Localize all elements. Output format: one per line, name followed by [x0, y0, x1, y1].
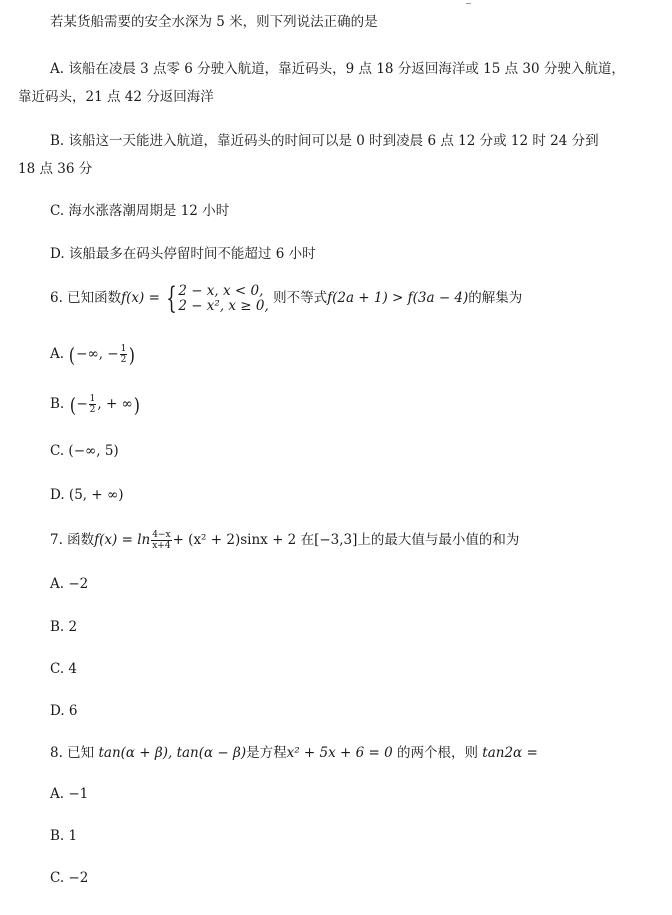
q6-a-num: 1	[120, 344, 127, 354]
q8-suffix: 的两个根，则	[396, 745, 478, 761]
q7-suffix: 上的最大值与最小值的和为	[357, 532, 520, 548]
q6-option-c: C. (−∞, 5)	[50, 443, 119, 459]
q6-b-den: 2	[89, 405, 96, 415]
q6-b-num: 1	[89, 394, 96, 404]
q7-option-c: C. 4	[50, 661, 78, 677]
q6-b-left: −	[76, 396, 88, 412]
q6-prefix: 6. 已知函数	[50, 290, 122, 306]
q7-rest: + (x² + 2)sinx + 2	[172, 532, 297, 548]
q5-option-c: C. 海水涨落潮周期是 12 小时	[50, 203, 230, 219]
q6-a-den: 2	[120, 355, 127, 365]
q5-option-d: D. 该船最多在码头停留时间不能超过 6 小时	[50, 246, 316, 262]
q6-stem	[50, 280, 523, 316]
q7-prefix: 7. 函数	[50, 532, 95, 548]
q7-frac-den: x+4	[152, 541, 171, 551]
q6-option-b	[50, 393, 141, 415]
q7-mid: 在	[300, 532, 315, 548]
q8-expr: tan(α + β), tan(α − β)	[98, 745, 247, 761]
q5-option-b-line2: 18 点 36 分	[18, 161, 93, 177]
q6-a-label: A.	[50, 346, 65, 362]
q7-fraction	[151, 530, 171, 551]
q6-b-fraction	[89, 394, 97, 415]
q8-mid: 是方程	[246, 745, 287, 761]
left-paren-glyph: (	[69, 342, 76, 367]
q6-func: f(x) =	[121, 290, 160, 306]
right-paren-glyph: )	[133, 392, 140, 417]
q6-inequality: f(2a + 1) > f(3a − 4)	[327, 290, 469, 306]
q5-option-a-line1: A. 该船在凌晨 3 点零 6 分驶入航道，靠近码头，9 点 18 分返回海洋或 15 点 30 分驶入航道，	[50, 61, 625, 77]
q6-cases	[178, 284, 268, 314]
q7-stem	[50, 528, 519, 552]
q6-option-a	[50, 343, 136, 365]
q8-stem	[50, 745, 538, 762]
q7-interval: [−3,3]	[314, 532, 358, 548]
q6-case1: 2 − x, x < 0,	[178, 282, 264, 299]
q8-option-a: A. −1	[50, 786, 89, 802]
q5-option-b-line1: B. 该船这一天能进入航道，靠近码头的时间可以是 0 时到凌晨 6 点 12 分或 12 时 24 分到	[50, 133, 599, 149]
q8-option-c: C. −2	[50, 870, 89, 886]
q7-option-d: D. 6	[50, 703, 78, 719]
q6-case2: 2 − x², x ≥ 0,	[178, 297, 269, 314]
q6-mid: 则不等式	[273, 290, 328, 306]
scan-mark	[466, 3, 471, 4]
q8-equation: x² + 5x + 6 = 0	[286, 745, 393, 761]
q6-a-left: −∞, −	[76, 346, 119, 362]
q7-option-b: B. 2	[50, 619, 78, 635]
q6-a-fraction	[120, 344, 128, 365]
q6-b-right: , + ∞	[97, 396, 133, 412]
question-intro: 若某货船需要的安全水深为 5 米，则下列说法正确的是	[50, 14, 378, 30]
q6-b-label: B.	[50, 396, 65, 412]
left-paren-glyph: (	[69, 392, 76, 417]
q8-option-b: B. 1	[50, 828, 78, 844]
q7-func: f(x) = ln	[94, 532, 151, 548]
q7-frac-num: 4−x	[152, 530, 171, 540]
q6-suffix: 的解集为	[468, 290, 523, 306]
q5-option-a-line2: 靠近码头，21 点 42 分返回海洋	[18, 89, 214, 105]
q6-option-d: D. (5, + ∞)	[50, 487, 124, 503]
q8-target: tan2α =	[482, 745, 538, 761]
q8-prefix: 8. 已知	[50, 745, 95, 761]
right-paren-glyph: )	[129, 342, 136, 367]
q7-option-a: A. −2	[50, 576, 89, 592]
brace-glyph: {	[166, 280, 178, 316]
